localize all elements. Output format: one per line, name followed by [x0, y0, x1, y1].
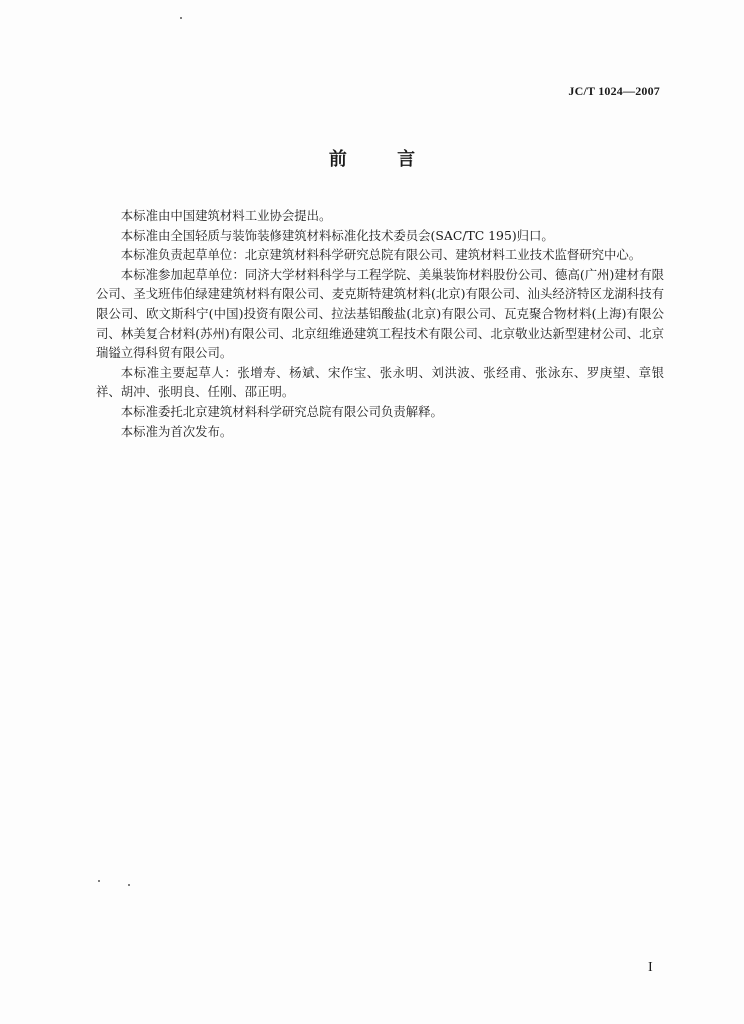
standard-code: JC/T 1024—2007: [568, 84, 660, 98]
scan-speck: [180, 17, 182, 19]
paragraph-first-release: 本标准为首次发布。: [120, 423, 233, 439]
preface-body: [96, 206, 664, 441]
paragraph-proposer: 本标准由中国建筑材料工业协会提出。: [120, 208, 332, 223]
paragraph-interpretation: 本标准委托北京建筑材料科学研究总院有限公司负责解释。: [120, 403, 443, 419]
paragraph-participating-drafters: 本标准参加起草单位：同济大学材料科学与工程学院、美巢装饰材料股份公司、德高(广州)建材有限公司、圣戈班伟伯绿建建筑材料有限公司、麦克斯特建筑材料(北京)有限公司、汕头经济特区龙湖科技有限公司、欧文斯科宁(中国)投资有限公司、拉法基铝酸盐(北京)有限公司、瓦克聚合物材料(上海)有限公司、林美复合材料(苏州)有限公司、北京纽维逊建筑工程技术有限公司、北京敬业达新型建材公司、北京瑞镒立得科贸有限公司。: [96, 266, 664, 361]
scan-speck: [98, 880, 100, 882]
paragraph-committee: 本标准由全国轻质与装饰装修建筑材料标准化技术委员会(SAC/TC 195)归口。: [120, 227, 554, 243]
page-title: 前 言: [328, 149, 438, 170]
scan-speck: [128, 884, 130, 886]
paragraph-main-drafters: 本标准主要起草人：张增寿、杨斌、宋作宝、张永明、刘洪波、张经甫、张泳东、罗庚望、章银祥、胡冲、张明良、任刚、邵正明。: [96, 364, 664, 400]
paragraph-lead-drafter: 本标准负责起草单位：北京建筑材料科学研究总院有限公司、建筑材料工业技术监督研究中心。: [120, 247, 642, 263]
page-number: I: [648, 960, 653, 975]
